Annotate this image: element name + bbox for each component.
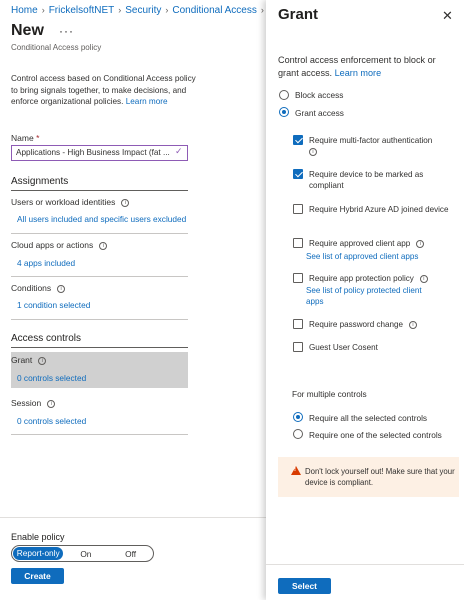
- guest-user-label-text: Guest User Cosent: [309, 343, 378, 352]
- grant-access-label[interactable]: Grant access: [295, 108, 344, 118]
- policy-description-text: Control access based on Conditional Access policy to bring signals together, to make decisions, and enforce organizational policies.: [11, 74, 196, 106]
- require-one-label[interactable]: Require one of the selected controls: [309, 430, 442, 440]
- divider: [11, 434, 188, 435]
- name-label-text: Name: [11, 133, 34, 143]
- conditions-label: [11, 283, 65, 293]
- grant-label-text: Grant: [11, 355, 33, 365]
- valid-check-icon: ✓: [175, 146, 183, 156]
- divider: [11, 276, 188, 277]
- approved-app-label: [309, 238, 459, 249]
- grant-learn-more-link[interactable]: Learn more: [334, 68, 382, 78]
- users-label-text: Users or workload identities: [11, 197, 116, 207]
- page-subtitle: Conditional Access policy: [11, 43, 102, 52]
- approved-app-label-text: Require approved client app: [309, 239, 411, 248]
- name-label: [11, 133, 39, 143]
- access-controls-heading: Access controls: [11, 333, 82, 344]
- mfa-label: [309, 135, 459, 146]
- page-title: New: [11, 22, 44, 39]
- app-protection-checkbox[interactable]: [293, 273, 303, 283]
- divider: [11, 190, 188, 191]
- hybrid-join-label-text: Require Hybrid Azure AD joined device: [309, 205, 449, 214]
- breadcrumb-home[interactable]: Home: [11, 5, 38, 16]
- cloud-apps-label-text: Cloud apps or actions: [11, 240, 94, 250]
- info-icon[interactable]: i: [38, 357, 46, 365]
- footer-divider: [0, 517, 266, 518]
- divider: [11, 233, 188, 234]
- info-icon[interactable]: i: [47, 400, 55, 408]
- approved-apps-list-link[interactable]: See list of approved client apps: [306, 252, 419, 261]
- require-all-label[interactable]: Require all the selected controls: [309, 413, 428, 423]
- guest-user-label: [309, 342, 459, 353]
- compliant-device-checkbox[interactable]: [293, 169, 303, 179]
- require-all-radio[interactable]: [293, 412, 303, 422]
- info-icon[interactable]: i: [57, 285, 65, 293]
- footer-divider: [266, 564, 464, 565]
- cloud-apps-label: [11, 240, 107, 250]
- enable-policy-label: Enable policy: [11, 532, 65, 542]
- info-icon[interactable]: i: [420, 275, 428, 283]
- block-access-radio[interactable]: [279, 90, 289, 100]
- conditions-value-link[interactable]: 1 condition selected: [17, 300, 91, 310]
- app-protection-label: [309, 273, 459, 284]
- password-change-label: [309, 319, 459, 330]
- chevron-right-icon: ›: [165, 5, 169, 15]
- grant-description: [278, 54, 456, 80]
- learn-more-link[interactable]: Learn more: [125, 97, 168, 106]
- users-value-link[interactable]: All users included and specific users excluded: [17, 214, 187, 224]
- session-value-link[interactable]: 0 controls selected: [17, 416, 87, 426]
- approved-app-checkbox[interactable]: [293, 238, 303, 248]
- create-button[interactable]: Create: [11, 568, 64, 584]
- info-icon[interactable]: i: [409, 321, 417, 329]
- enable-policy-toggle[interactable]: [11, 545, 154, 562]
- chevron-right-icon: ›: [260, 5, 264, 15]
- grant-label: [11, 355, 46, 365]
- chevron-right-icon: ›: [118, 5, 122, 15]
- mfa-label-text: Require multi-factor authentication: [309, 136, 433, 145]
- password-change-label-text: Require password change: [309, 320, 404, 329]
- mfa-checkbox[interactable]: [293, 135, 303, 145]
- conditions-label-text: Conditions: [11, 283, 52, 293]
- info-icon[interactable]: i: [416, 240, 424, 248]
- breadcrumb-security[interactable]: Security: [125, 5, 162, 16]
- guest-user-checkbox[interactable]: [293, 342, 303, 352]
- protected-apps-list-link[interactable]: See list of policy protected client apps: [306, 286, 422, 306]
- warning-banner: [278, 457, 459, 497]
- required-marker: *: [36, 133, 40, 143]
- policy-description: [11, 73, 196, 108]
- users-label: [11, 197, 129, 207]
- hybrid-join-label: [309, 204, 459, 215]
- grant-description-text: Control access enforcement to block or grant access.: [278, 55, 436, 78]
- compliant-device-label-text: Require device to be marked as compliant: [309, 170, 424, 190]
- multiple-controls-label: For multiple controls: [292, 389, 367, 399]
- session-label-text: Session: [11, 398, 42, 408]
- more-options-button[interactable]: ···: [59, 24, 74, 38]
- hybrid-join-checkbox[interactable]: [293, 204, 303, 214]
- grant-panel: [266, 0, 464, 600]
- warning-text: Don't lock yourself out! Make sure that your device is compliant.: [305, 467, 455, 487]
- policy-name-input[interactable]: Applications - High Business Impact (fat ...: [11, 145, 188, 161]
- divider: [11, 347, 188, 348]
- toggle-report-only[interactable]: Report-only: [13, 547, 63, 560]
- breadcrumb: [11, 5, 268, 16]
- compliant-device-label: [309, 169, 459, 191]
- grant-access-radio[interactable]: [279, 107, 289, 117]
- block-access-label[interactable]: Block access: [295, 90, 344, 100]
- close-icon[interactable]: ✕: [442, 8, 453, 23]
- toggle-on[interactable]: On: [80, 548, 92, 559]
- toggle-off[interactable]: Off: [125, 548, 137, 559]
- breadcrumb-conditional-access[interactable]: Conditional Access: [172, 5, 257, 16]
- session-label: [11, 398, 55, 408]
- chevron-right-icon: ›: [41, 5, 45, 15]
- grant-panel-title: Grant: [278, 6, 319, 23]
- app-protection-label-text: Require app protection policy: [309, 274, 414, 283]
- divider: [11, 319, 188, 320]
- info-icon[interactable]: i: [121, 199, 129, 207]
- info-icon[interactable]: i: [99, 242, 107, 250]
- cloud-apps-value-link[interactable]: 4 apps included: [17, 258, 76, 268]
- info-icon[interactable]: i: [309, 148, 317, 156]
- breadcrumb-tenant[interactable]: FrickelsoftNET: [48, 5, 115, 16]
- assignments-heading: Assignments: [11, 176, 69, 187]
- warning-icon: !: [291, 466, 301, 475]
- password-change-checkbox[interactable]: [293, 319, 303, 329]
- grant-value-link[interactable]: 0 controls selected: [17, 373, 87, 383]
- require-one-radio[interactable]: [293, 429, 303, 439]
- select-button[interactable]: Select: [278, 578, 331, 594]
